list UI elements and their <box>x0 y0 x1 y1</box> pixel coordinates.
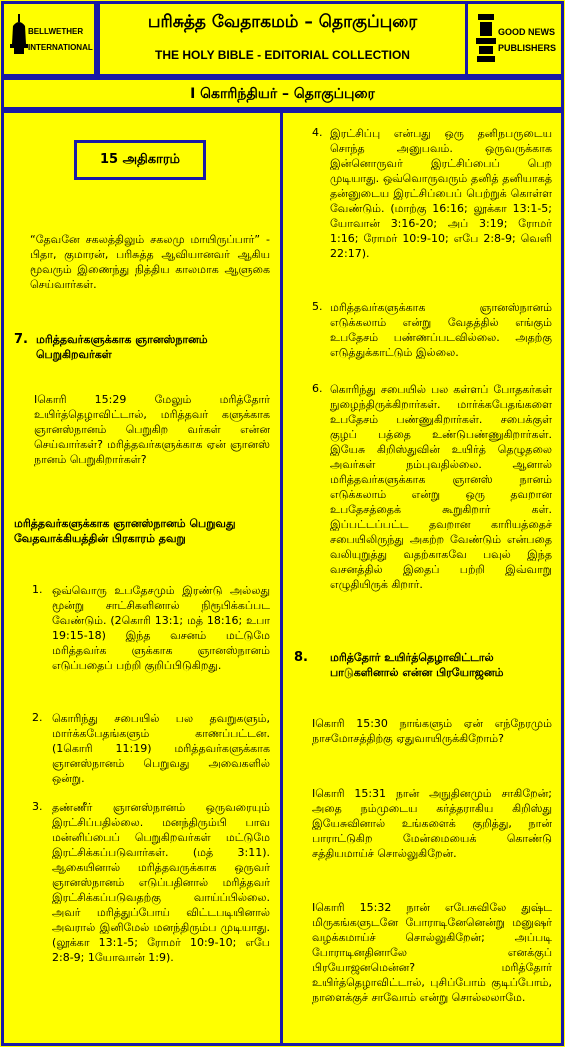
point-3-text: தண்ணீர் ஞானஸ்நானம் ஒருவரையும் இரட்சிப்பதில்லை. மனந்திரும்பி பாவ மன்னிப்பைப் பெறுகிறவர்கள் மட்டுமே இரட்சிக்கப்படுவார்கள். (மத் 3:11). ஆகையினால் மரித்தவருக்காக ஒருவர் ஞானஸ்நானம் எடுப்பதினால் மரித்தவர் இரட்சிக்கப்படுவதற்கு வாய்ப்பில்லை. அவர் மரித்துப்போய் விட்டபடியினால் அவரால் இனிமேல் மனந்திரும்ப முடியாது. (லூக்கா 13:1-5; ரோமர் 10:9-10; எபே 2:8-9; 1யோவான் 1:9). <box>52 801 270 964</box>
title-english: THE HOLY BIBLE - EDITORIAL COLLECTION <box>155 48 410 62</box>
point-4-text: இரட்சிப்பு என்பது ஒரு தனிநபருடைய சொந்த அனுபவம். ஒருவருக்காக இன்னொருவர் இரட்சிப்பைப் பெற முடியாது. ஒவ்வொருவரும் தனித் தனியாகத் தன்னுடைய இரட்சிப்பைப் பெற்றுக் கொள்ள வேண்டும். (மாற்கு 16:16; லூக்கா 13:1-5; யோவான் 3:16-20; அப் 3:19; ரோமர் 1:16; ரோமர் 10:9-10; எபே 2:8-9; வெளி 22:17). <box>330 127 552 260</box>
good-news-logo-box <box>465 1 564 77</box>
subheading: மரித்தவர்களுக்காக ஞானஸ்நானம் பெறுவது வேதவாக்கியத்தின் பிரகாரம் தவறு <box>14 517 236 545</box>
bellwether-line2: INTERNATIONAL <box>28 43 93 52</box>
quote-15-32: Iகொரி 15:32 நான் எபேசுவிலே துஷ்ட மிருகங்களுடனே போராடினேனென்று மனுஷர் வழக்கமாய்ச் சொல்லுகிறேன்; அப்படி போராடினதினாலே எனக்குப் பிரயோஜனமென்ன? மரித்தோர் உயிர்த்தெழாவிட்டால், புசிப்போம் குடிப்போம், நாளைக்குச் சாவோம் என்று சொல்லலாமே. <box>312 901 552 1004</box>
section-7-title: மரித்தவர்களுக்காக ஞானஸ்நானம் பெறுகிறவர்கள் <box>36 333 208 361</box>
title-tamil: பரிசுத்த வேதாகமம் – தொகுப்புரை <box>147 12 418 32</box>
section-7-quote: Iகொரி 15:29 மேலும் மரித்தோர் உயிர்த்தெழாவிட்டால், மரித்தவர் களுக்காக ஞானஸ்நானம் பெறுகிற வர்கள் என்ன செய்வார்கள்? மரித்தவர்களுக்காக ஏன் ஞானஸ் நானம் பெறுகிறார்கள்? <box>34 393 270 466</box>
section-7-number: 7. <box>14 332 28 347</box>
point-1-text: ஒவ்வொரு உபதேசமும் இரண்டு அல்லது மூன்று சாட்சிகளினால் நிரூபிக்கப்பட வேண்டும். (2கொரி 13:1; மத் 18:16; உபா 19:15-18) இந்த வசனம் மட்டுமே மரித்தவர்க ளுக்காக ஞானஸ்நானம் எடுப்பதைப் பற்றி குறிப்பிடுகிறது. <box>52 584 270 672</box>
quote-15-31: Iகொரி 15:31 நான் அநுதினமும் சாகிறேன்; அதை நம்முடைய கர்த்தராகிய கிறிஸ்து இயேசுவினால் உங்களைக் குறித்து, நான் பாராட்டுகிற மேன்மையைக் கொண்டு சத்தியமாய்ச் சொல்லுகிறேன். <box>312 787 552 860</box>
point-6-text: கொரிந்து சபையில் பல கள்ளப் போதகர்கள் நுழைந்திருக்கிறார்கள். மார்க்கபேதங்களை உபதேசம் பண்ணுகிறார்கள். சபைக்குள் குழப் பத்தை உண்டுபண்ணுகிறார்கள். இயேசு கிறிஸ்துவின் உயிர்த் தெழுதலை அவர்கள் நம்புவதில்லை. ஆனால் மரித்தவர்களுக்காக ஞானஸ் நானம் எடுக்கலாம் என்று ஒரு தவறான உபதேசத்தைக் கூறுகிறார் கள். இப்பட்டப்பட்ட தவறான காரியத்தைச் சபையிலிருந்து அகற்ற வேண்டும் என்பதை வலியுறுத்து வதற்காகவே பவுல் இந்த வசனத்தில் இதைப் பற்றி இவ்வாறு எழுதியிருக் கிறார். <box>330 383 552 591</box>
point-5-number: 5. <box>312 300 323 313</box>
book-stack-icon <box>476 14 496 64</box>
section-8-title: மரித்தோர் உயிர்த்தெழாவிட்டால் பாடுகளினால் என்ன பிரயோஜனம் <box>330 651 504 679</box>
good-news-line1: GOOD NEWS <box>498 27 556 37</box>
chapter-label: 15 அதிகாரம் <box>74 140 206 180</box>
bellwether-logo-box <box>1 1 97 77</box>
book-title: I கொரிந்தியர் – தொகுப்புரை <box>190 86 375 102</box>
chapter-intro: “தேவனே சகலத்திலும் சகலமு மாயிருப்பார்” - பிதா, குமாரன், பரிசுத்த ஆவியானவர் ஆகிய மூவரும் இணைந்து நித்திய காலமாக ஆளுகை செய்வார்கள். <box>30 233 270 291</box>
point-2-number: 2. <box>32 711 43 724</box>
bell-icon <box>10 14 28 56</box>
book-title-bar <box>1 77 564 110</box>
good-news-line2: PUBLISHERS <box>498 43 557 53</box>
point-1-number: 1. <box>32 583 43 596</box>
point-2-text: கொரிந்து சபையில் பல தவறுகளும், மார்க்கபேதங்களும் காணப்பட்டன. (1கொரி 11:19) மரித்தவர்களுக்காக ஞானஸ்நானம் பெறுவது அவைகளில் ஒன்று. <box>52 712 270 785</box>
quote-15-30: Iகொரி 15:30 நாங்களும் ஏன் எந்நேரமும் நாசமோசத்திற்கு ஏதுவாயிருக்கிறோம்? <box>312 717 552 745</box>
point-4-number: 4. <box>312 126 323 139</box>
point-6-number: 6. <box>312 382 323 395</box>
header-title-box <box>97 1 468 77</box>
section-8-number: 8. <box>294 650 308 665</box>
point-3-number: 3. <box>32 800 43 813</box>
point-5-text: மரித்தவர்களுக்காக ஞானஸ்நானம் எடுக்கலாம் என்று வேதத்தில் எங்கும் உபதேசம் பண்ணப்படவில்லை. அதற்கு எடுத்துக்காட்டும் இல்லை. <box>330 301 552 359</box>
bellwether-line1: BELLWETHER <box>28 27 84 36</box>
